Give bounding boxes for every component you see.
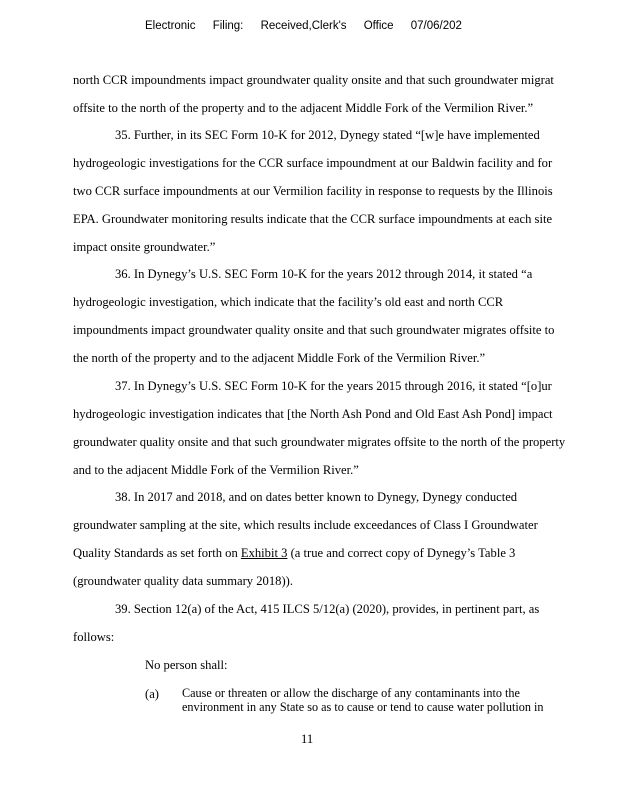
para-intro-line2: offsite to the north of the property and to the adjacent Middle Fork of the Vermilion River.”	[73, 101, 534, 115]
para38-line2: groundwater sampling at the site, which results include exceedances of Class I Groundwater	[73, 518, 538, 532]
header-received: Received,Clerk's	[260, 20, 347, 32]
quote-intro: No person shall:	[145, 658, 228, 672]
exhibit-3-link[interactable]: Exhibit 3	[240, 546, 288, 560]
header-electronic: Electronic	[145, 20, 196, 32]
para38-line3	[73, 545, 515, 561]
para39-line2: follows:	[73, 630, 115, 644]
para36-line2: hydrogeologic investigation, which indicate that the facility’s old east and north CCR	[73, 295, 504, 309]
para37-line3: groundwater quality onsite and that such groundwater migrates offsite to the north of the property	[73, 435, 566, 449]
quote-item-line2: environment in any State so as to cause or tend to cause water pollution in	[182, 700, 544, 714]
para37-line4: and to the adjacent Middle Fork of the Vermilion River.”	[73, 463, 359, 477]
quote-item-line1: Cause or threaten or allow the discharge of any contaminants into the	[182, 686, 520, 700]
para39-line1: 39. Section 12(a) of the Act, 415 ILCS 5/12(a) (2020), provides, in pertinent part, as	[115, 602, 540, 616]
para35-line5: impact onsite groundwater.”	[73, 240, 216, 254]
header-date: 07/06/202	[410, 20, 462, 32]
para35-line1: 35. Further, in its SEC Form 10-K for 2012, Dynegy stated “[w]e have implemented	[115, 128, 540, 142]
header-filing: Filing:	[212, 20, 244, 32]
para38-line3-text-b: (a true and correct copy of Dynegy’s Table 3	[287, 546, 516, 560]
para37-line2: hydrogeologic investigation indicates that [the North Ash Pond and Old East Ash Pond] impact	[73, 407, 553, 421]
filing-header	[145, 20, 476, 32]
para38-line4: (groundwater quality data summary 2018)).	[73, 574, 293, 588]
para35-line2: hydrogeologic investigations for the CCR surface impoundment at our Baldwin facility and for	[73, 156, 553, 170]
para36-line3: impoundments impact groundwater quality onsite and that such groundwater migrates offsite to	[73, 323, 555, 337]
para35-line3: two CCR surface impoundments at our Vermilion facility in response to requests by the Illinois	[73, 184, 553, 198]
para38-line3-text-a: Quality Standards as set forth on	[73, 546, 241, 560]
para38-line1: 38. In 2017 and 2018, and on dates better known to Dynegy, Dynegy conducted	[115, 490, 518, 504]
para35-line4: EPA. Groundwater monitoring results indicate that the CCR surface impoundments at each site	[73, 212, 553, 226]
para36-line4: the north of the property and to the adjacent Middle Fork of the Vermilion River.”	[73, 351, 486, 365]
para-intro-line1: north CCR impoundments impact groundwater quality onsite and that such groundwater migrat	[73, 73, 554, 87]
header-office: Office	[363, 20, 394, 32]
quote-item-label: (a)	[145, 687, 159, 701]
para36-line1: 36. In Dynegy’s U.S. SEC Form 10-K for the years 2012 through 2014, it stated “a	[115, 267, 533, 281]
para37-line1: 37. In Dynegy’s U.S. SEC Form 10-K for the years 2015 through 2016, it stated “[o]ur	[115, 379, 552, 393]
page-number: 11	[301, 732, 314, 746]
